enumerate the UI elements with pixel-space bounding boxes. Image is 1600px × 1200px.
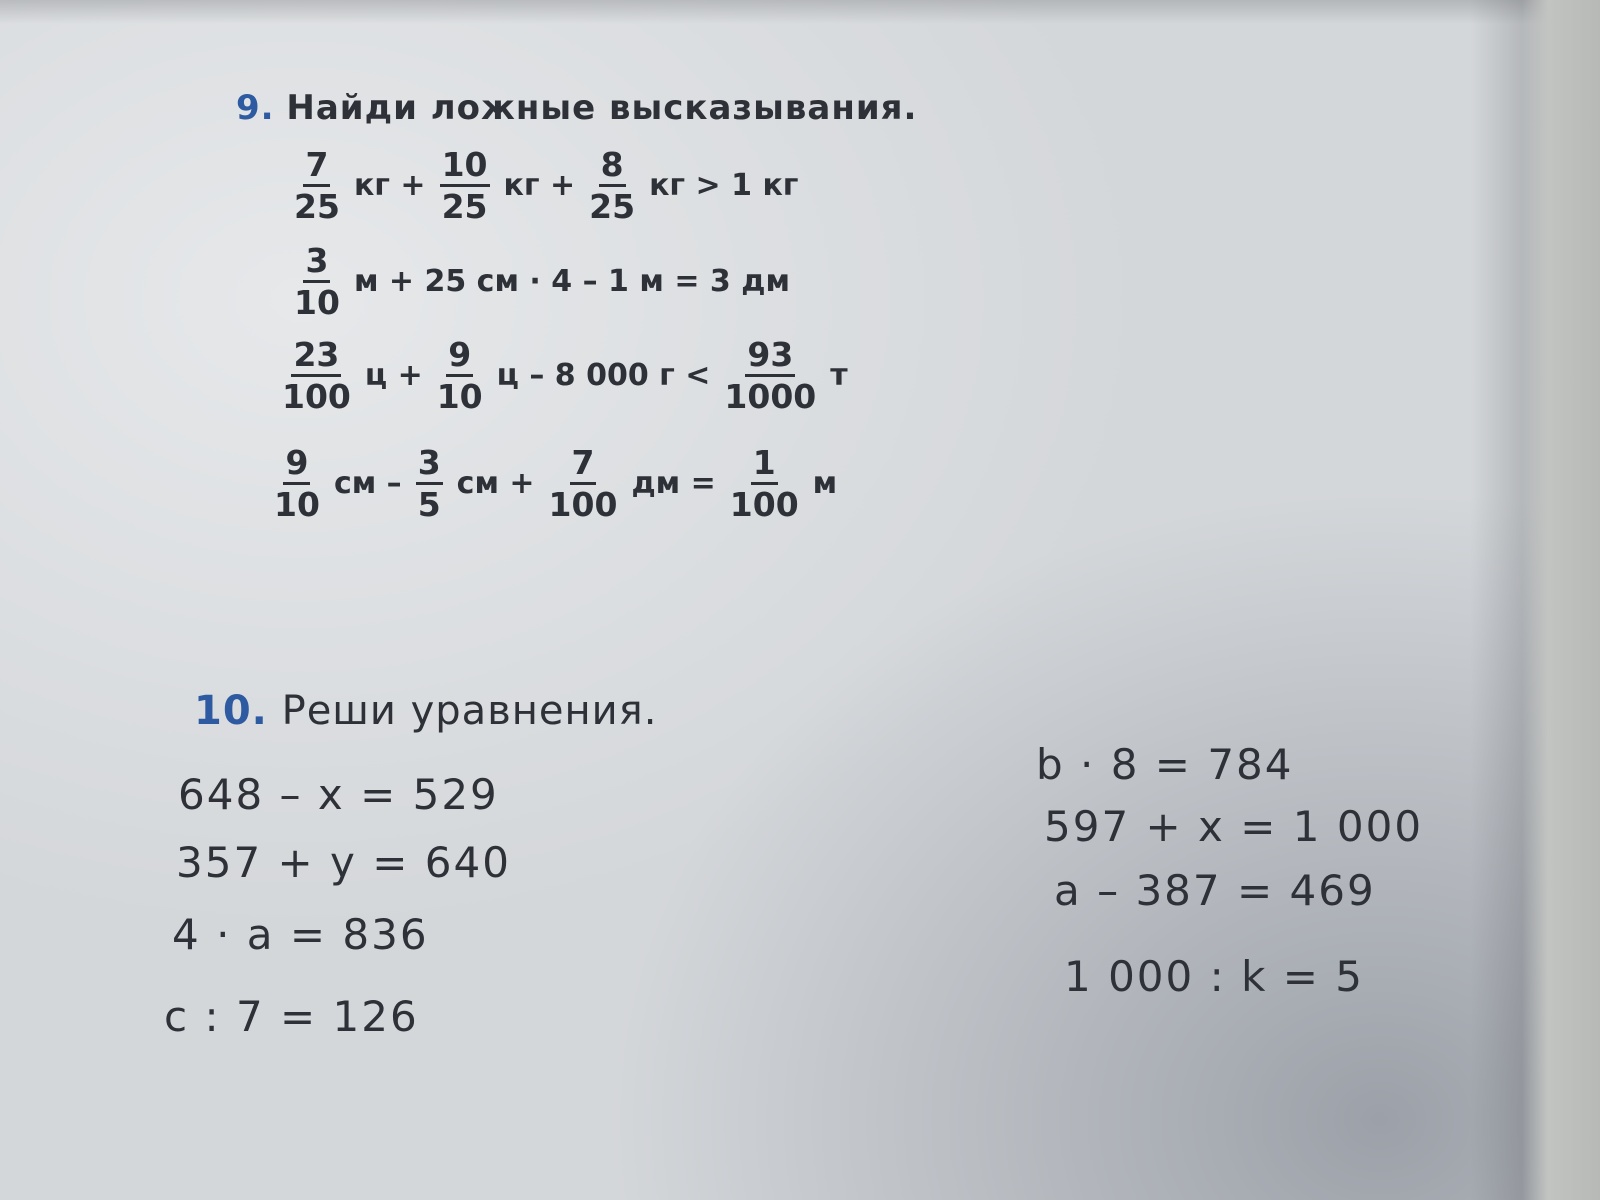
- equation-right-4: 1 000 : k = 5: [1064, 952, 1365, 1001]
- fraction-denominator: 25: [294, 187, 340, 226]
- fraction: [548, 443, 618, 524]
- statement-text: кг +: [503, 168, 576, 203]
- task10-number: 10.: [194, 688, 268, 734]
- fraction-denominator: 5: [417, 485, 441, 524]
- statement-text: см +: [456, 466, 535, 501]
- fraction-denominator: 10: [274, 485, 320, 524]
- statement-row: [294, 241, 804, 322]
- equation-left-3: 4 · a = 836: [172, 910, 429, 959]
- fraction: [416, 443, 443, 524]
- fraction-denominator: 10: [436, 377, 483, 416]
- fraction-numerator: 7: [570, 446, 597, 485]
- fraction: [724, 335, 817, 416]
- fraction-numerator: 10: [440, 148, 490, 187]
- statement-row: [274, 443, 851, 524]
- fraction-denominator: 10: [294, 283, 340, 322]
- fraction: [282, 335, 351, 416]
- book-spine: [1470, 0, 1600, 1200]
- fraction-denominator: 25: [589, 187, 636, 226]
- fraction-denominator: 25: [441, 187, 488, 226]
- fraction-numerator: 1: [751, 446, 778, 485]
- equation-right-1: b · 8 = 784: [1036, 740, 1294, 789]
- statement-text: т: [830, 358, 848, 393]
- fraction-numerator: 9: [283, 446, 310, 485]
- equation-left-4: c : 7 = 126: [164, 992, 419, 1041]
- fraction-denominator: 100: [729, 485, 799, 524]
- equation-left-1: 648 – x = 529: [178, 770, 499, 819]
- statement-text: см –: [333, 466, 402, 501]
- statement-text: м + 25 см · 4 – 1 м = 3 дм: [353, 264, 790, 299]
- fraction-numerator: 8: [599, 148, 626, 187]
- statement-text: ц +: [364, 358, 423, 393]
- fraction-numerator: 9: [446, 338, 473, 377]
- statement-text: ц – 8 000 г <: [496, 358, 711, 393]
- statement-text: дм =: [631, 466, 716, 501]
- statement-text: кг > 1 кг: [649, 168, 799, 203]
- statement-text: кг +: [353, 168, 426, 203]
- task9-heading: [236, 88, 917, 128]
- statement-text: м: [812, 466, 838, 501]
- task9-number: 9.: [236, 88, 275, 128]
- fraction-denominator: 100: [548, 485, 618, 524]
- fraction-denominator: 1000: [724, 377, 817, 416]
- fraction-numerator: 7: [303, 148, 330, 187]
- task9-title: Найди ложные высказывания.: [286, 88, 918, 128]
- fraction: [729, 443, 799, 524]
- fraction: [440, 145, 490, 226]
- equation-right-3: a – 387 = 469: [1054, 866, 1376, 915]
- fraction-numerator: 93: [745, 338, 795, 377]
- statement-row: [294, 145, 812, 226]
- statement-row: [282, 335, 862, 416]
- task10-heading: [194, 688, 657, 734]
- fraction-numerator: 23: [291, 338, 341, 377]
- task10-title: Реши уравнения.: [281, 688, 658, 734]
- equation-left-2: 357 + y = 640: [176, 838, 511, 887]
- page-top-shadow: [0, 0, 1600, 24]
- fraction: [294, 241, 340, 322]
- fraction-numerator: 3: [416, 446, 443, 485]
- fraction: [294, 145, 340, 226]
- fraction: [589, 145, 636, 226]
- equation-right-2: 597 + x = 1 000: [1044, 802, 1424, 851]
- fraction: [274, 443, 320, 524]
- fraction-denominator: 100: [282, 377, 351, 416]
- fraction: [436, 335, 483, 416]
- fraction-numerator: 3: [303, 244, 330, 283]
